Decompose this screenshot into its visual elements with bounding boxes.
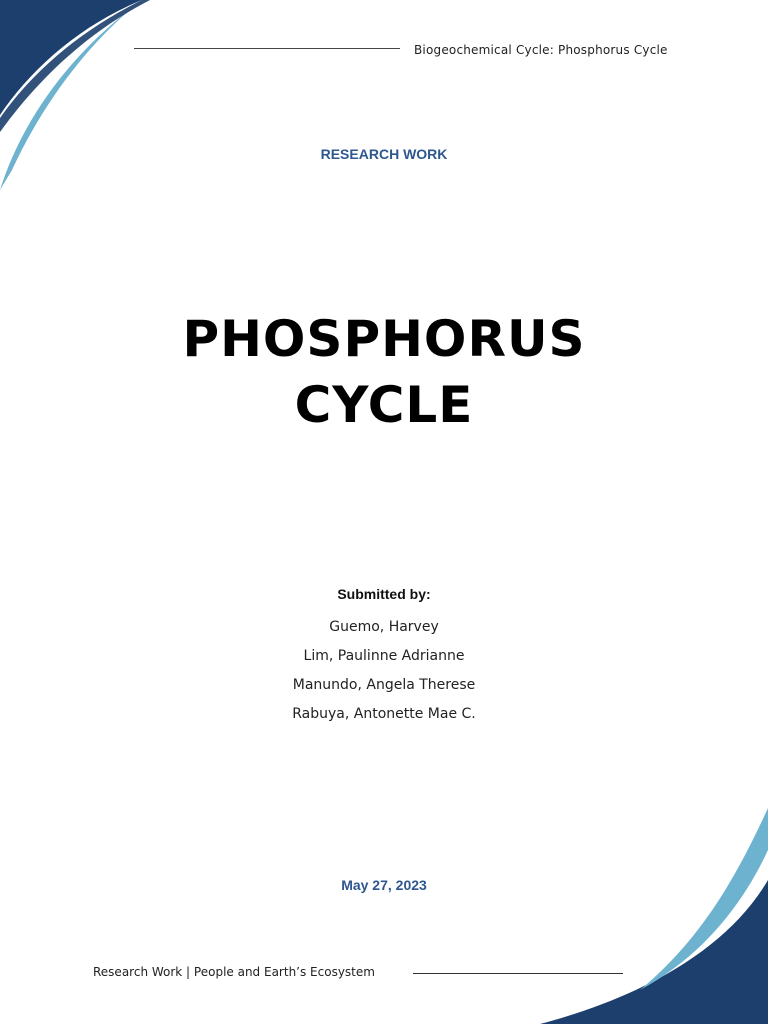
author-name: Lim, Paulinne Adrianne <box>303 648 465 664</box>
title-line-1: PHOSPHORUS <box>182 310 586 368</box>
running-header: Biogeochemical Cycle: Phosphorus Cycle <box>414 43 668 57</box>
author-list <box>0 613 768 729</box>
submission-date: May 27, 2023 <box>341 877 427 893</box>
title-line-2: CYCLE <box>294 376 474 434</box>
author-name: Rabuya, Antonette Mae C. <box>292 706 476 722</box>
running-footer: Research Work | People and Earth’s Ecosystem <box>93 965 375 979</box>
author-name: Manundo, Angela Therese <box>292 677 476 693</box>
document-title <box>0 306 768 438</box>
header-rule <box>134 48 400 49</box>
submitted-by-label: Submitted by: <box>337 586 431 602</box>
author-name: Guemo, Harvey <box>329 619 439 635</box>
document-subtitle: RESEARCH WORK <box>320 146 448 162</box>
footer-rule <box>413 973 623 974</box>
